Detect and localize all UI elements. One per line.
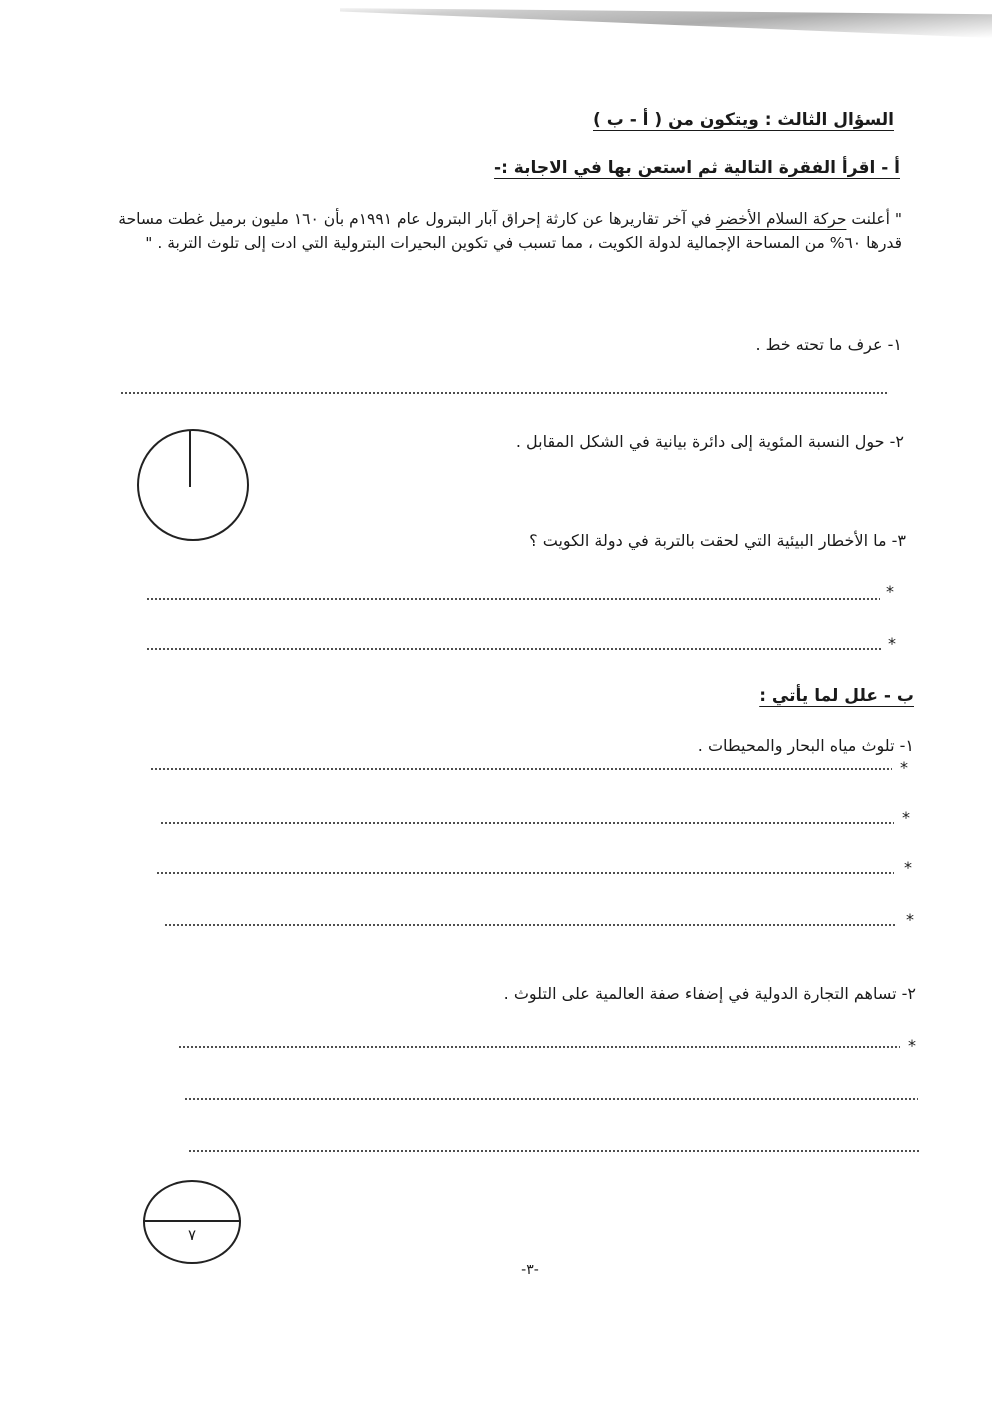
passage-rest: في آخر تقاريرها عن كارثة إحراق آبار البترول عام ١٩٩١م بأن ١٦٠ مليون برميل غطت مساحة قدرها ٦٠% من المساحة الإجمالية لدولة الكويت ، مما تسبب في تكوين البحيرات البترولية التي ادت إلى تلوث التربة . " xyxy=(118,210,902,252)
part-a-question-2: ٢- حول النسبة المئوية إلى دائرة بيانية في الشكل المقابل . xyxy=(515,432,904,451)
bullet-star: * xyxy=(906,910,914,929)
pie-chart-blank[interactable] xyxy=(137,429,249,541)
passage-open: " أعلنت xyxy=(846,210,902,228)
answer-line[interactable] xyxy=(160,822,894,824)
score-box xyxy=(143,1180,241,1264)
answer-line[interactable] xyxy=(120,392,888,394)
passage xyxy=(118,207,902,255)
part-a-question-1: ١- عرف ما تحته خط . xyxy=(755,335,902,354)
answer-line[interactable] xyxy=(150,768,892,770)
answer-line[interactable] xyxy=(156,872,894,874)
answer-line[interactable] xyxy=(146,598,880,600)
answer-line[interactable] xyxy=(146,648,882,650)
page-number: -٣- xyxy=(521,1262,539,1278)
scan-artifact xyxy=(340,4,992,38)
answer-line[interactable] xyxy=(184,1098,918,1100)
part-a-question-3: ٣- ما الأخطار البيئية التي لحقت بالتربة في دولة الكويت ؟ xyxy=(529,531,906,550)
section-title: السؤال الثالث : ويتكون من ( أ - ب ) xyxy=(593,110,894,130)
part-b-title: ب - علل لما يأتي : xyxy=(759,686,914,706)
bullet-star: * xyxy=(908,1036,916,1055)
bullet-star: * xyxy=(886,582,894,601)
part-a-title: أ - اقرأ الفقرة التالية ثم استعن بها في الاجابة :- xyxy=(494,158,900,178)
passage-underlined-term: حركة السلام الأخضر xyxy=(716,210,847,228)
answer-line[interactable] xyxy=(188,1150,920,1152)
part-b-question-2: ٢- تساهم التجارة الدولية في إضفاء صفة العالمية على التلوث . xyxy=(503,984,916,1003)
bullet-star: * xyxy=(904,858,912,877)
score-total: ٧ xyxy=(187,1226,197,1244)
answer-line[interactable] xyxy=(178,1046,900,1048)
score-divider xyxy=(143,1220,241,1222)
pie-chart-radius xyxy=(189,431,191,487)
bullet-star: * xyxy=(888,634,896,653)
part-b-question-1: ١- تلوث مياه البحار والمحيطات . xyxy=(697,736,914,755)
bullet-star: * xyxy=(900,758,908,777)
bullet-star: * xyxy=(902,808,910,827)
answer-line[interactable] xyxy=(164,924,896,926)
